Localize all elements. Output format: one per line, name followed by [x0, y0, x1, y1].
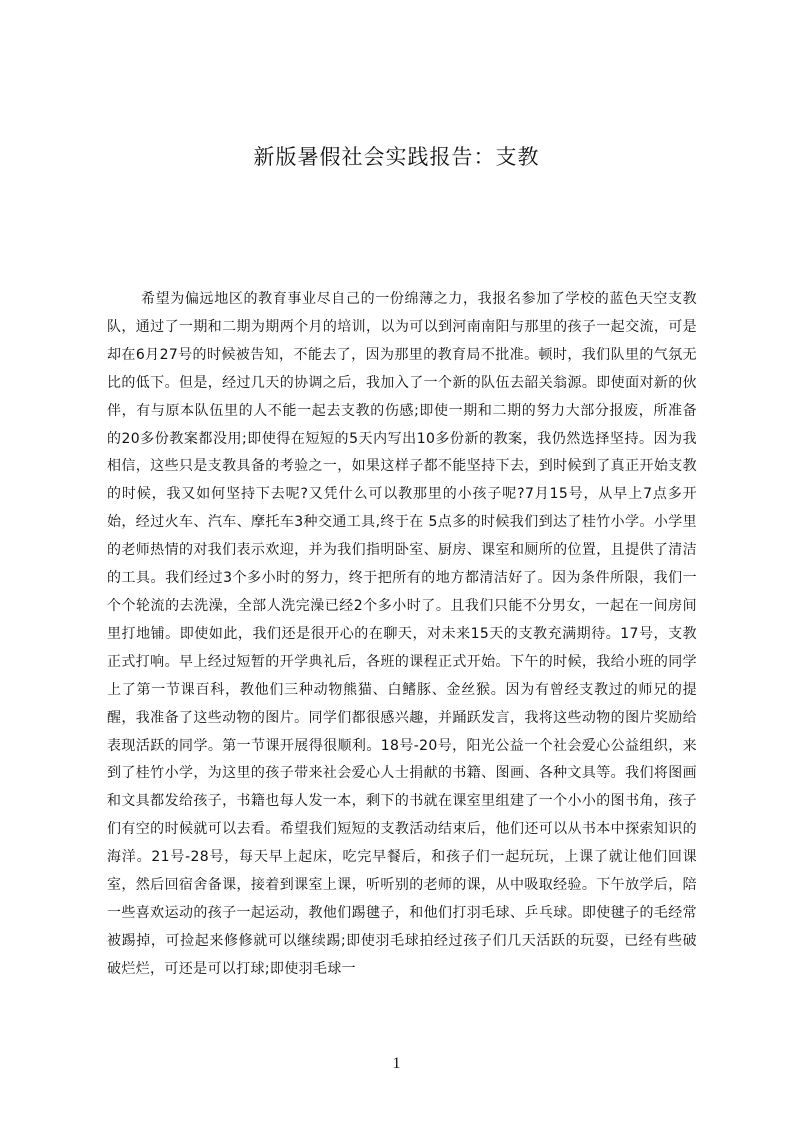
- document-title: 新版暑假社会实践报告：支教: [253, 145, 540, 169]
- body-paragraph: 希望为偏远地区的教育事业尽自己的一份绵薄之力，我报名参加了学校的蓝色天空支教队，通过了一期和二期为期两个月的培训，以为可以到河南南阳与那里的孩子一起交流，可是却在6月27号的时候被告知，不能去了，因为那里的教育局不批准。顿时，我们队里的气氛无比的低下。但是，经过几天的协调之后，我加入了一个新的队伍去韶关翁源。即使面对新的伙伴，有与原本队伍里的人不能一起去支教的伤感;即使一期和二期的努力大部分报废，所准备的20多份教案都没用;即使得在短短的5天内写出10多份新的教案，我仍然选择坚持。因为我相信，这些只是支教具备的考验之一，如果这样子都不能坚持下去，到时候到了真正开始支教的时候，我又如何坚持下去呢?又凭什么可以教那里的小孩子呢?7月15号，从早上7点多开始，经过火车、汽车、摩托车3种交通工具,终于在 5点多的时候我们到达了桂竹小学。小学里的老师热情的对我们表示欢迎，并为我们指明卧室、厨房、课室和厕所的位置，且提供了清洁的工具。我们经过3个多小时的努力，终于把所有的地方都清洁好了。因为条件所限，我们一个个轮流的去洗澡，全部人洗完澡已经2个多小时了。且我们只能不分男女，一起在一间房间里打地铺。即使如此，我们还是很开心的在聊天，对未来15天的支教充满期待。17号，支教正式打响。早上经过短暂的开学典礼后，各班的课程正式开始。下午的时候，我给小班的同学上了第一节课百科，教他们三种动物熊猫、白鳍豚、金丝猴。因为有曾经支教过的师兄的提醒，我准备了这些动物的图片。同学们都很感兴趣，并踊跃发言，我将这些动物的图片奖励给表现活跃的同学。第一节课开展得很顺利。18号-20号，阳光公益一个社会爱心公益组织，来到了桂竹小学，为这里的孩子带来社会爱心人士捐献的书籍、图画、各种文具等。我们将图画和文具都发给孩子，书籍也每人发一本，剩下的书就在课室里组建了一个小小的图书角，孩子们有空的时候就可以去看。希望我们短短的支教活动结束后，他们还可以从书本中探索知识的海洋。21号-28号，每天早上起床，吃完早餐后，和孩子们一起玩玩，上课了就让他们回课室，然后回宿舍备课，接着到课室上课，听听别的老师的课，从中吸取经验。下午放学后，陪一些喜欢运动的孩子一起运动，教他们踢毽子，和他们打羽毛球、乒乓球。即使毽子的毛经常被踢掉，可捡起来修修就可以继续踢;即使羽毛球拍经过孩子们几天活跃的玩耍，已经有些破破烂烂，可还是可以打球;即使羽毛球一: [107, 291, 697, 977]
- page-number: 1: [392, 1055, 401, 1072]
